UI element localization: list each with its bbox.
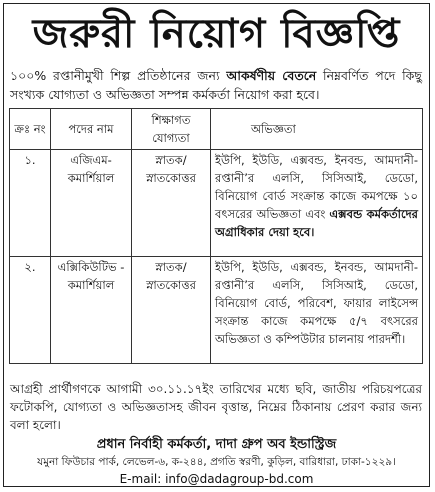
row-experience-priority: এক্সবন্ড কর্মকর্তাদের অগ্রাধিকার দেয়া হবে। <box>215 207 418 239</box>
row-experience <box>211 150 423 257</box>
intro-salary-highlight: আকর্ষণীয় বেতনে <box>226 68 317 83</box>
intro-text-start: ১০০% রপ্তানীমুখী শিল্প প্রতিষ্ঠানের জন্য <box>10 68 227 83</box>
row-experience <box>211 257 423 364</box>
intro-text-end: নিম্নবর্ণিত পদে কিছু সংখ্যক যোগ্যতা ও অভিজ্ঞতা সম্পন্ন কর্মকর্তা নিয়োগ করা হবে। <box>10 68 422 102</box>
row-post: এক্সিকিউটিভ - কমার্শিয়াল <box>51 257 132 364</box>
header-post: পদের নাম <box>51 109 132 150</box>
row-experience-text: ইউপি, ইউডি, এক্সবন্ড, ইনবন্ড, আমদানী- রপ্তানী’র এলসি, সিসিআই, ডেডো, বিনিয়োগ বোর্ড সংক্রান্ত কাজে কমপক্ষে ১০ বৎসরের অভিজ্ঞতা এবং <box>215 153 418 221</box>
header-serial: ক্রঃ নং <box>10 109 51 150</box>
table-row <box>10 150 423 257</box>
application-instructions: আগ্রহী প্রার্থীগণকে আগামী ৩০.১১.১৭ইং তারিখের মধ্যে ছবি, জাতীয় পরিচয়পত্রের ফটোকপি, যোগ্যতা ও অভিজ্ঞতাসহ জীবন বৃত্তান্ত, নিম্নের ঠিকানায় প্রেরণ করার জন্য বলা হলো। <box>10 382 422 432</box>
headline: জরুরী নিয়োগ বিজ্ঞপ্তি <box>32 11 401 57</box>
table-row <box>10 257 423 364</box>
row-serial: ২. <box>10 257 51 364</box>
jobs-table <box>9 108 423 364</box>
header-education: শিক্ষাগত যোগ্যতা <box>132 109 211 150</box>
row-post: এজিএম- কমার্শিয়াল <box>51 150 132 257</box>
signature-line: প্রধান নির্বাহী কর্মকর্তা, দাদা গ্রুপ অব ইন্ডাস্ট্রিজ <box>96 437 337 452</box>
contact-email: E-mail: info@dadagroup-bd.com <box>119 472 314 486</box>
row-serial: ১. <box>10 150 51 257</box>
header-experience: অভিজ্ঞতা <box>211 109 423 150</box>
row-education: স্নাতক/ স্নাতকোত্তর <box>132 257 211 364</box>
row-education: স্নাতক/ স্নাতকোত্তর <box>132 150 211 257</box>
row-experience-text: ইউপি, ইউডি, এক্সবন্ড, ইনবন্ড, আমদানী- রপ্তানী’র এলসি, সিসিআই, ডেডো, বিনিয়োগ বোর্ড, পরিবেশ, ফায়ার লাইসেন্স সংক্রান্ত কাজে কমপক্ষে ৫/৭ বৎসরের অভিজ্ঞতা ও কম্পিউটার চালনায় পারদর্শী। <box>215 260 418 346</box>
job-advertisement <box>3 3 430 487</box>
intro-paragraph <box>10 66 422 104</box>
company-address: যমুনা ফিউচার পার্ক, লেভেল-৬, ক-২৪৪, প্রগতি স্বরণী, কুড়িল, বারিধারা, ঢাকা-১২২৯। <box>37 456 396 468</box>
table-header-row <box>10 109 423 150</box>
